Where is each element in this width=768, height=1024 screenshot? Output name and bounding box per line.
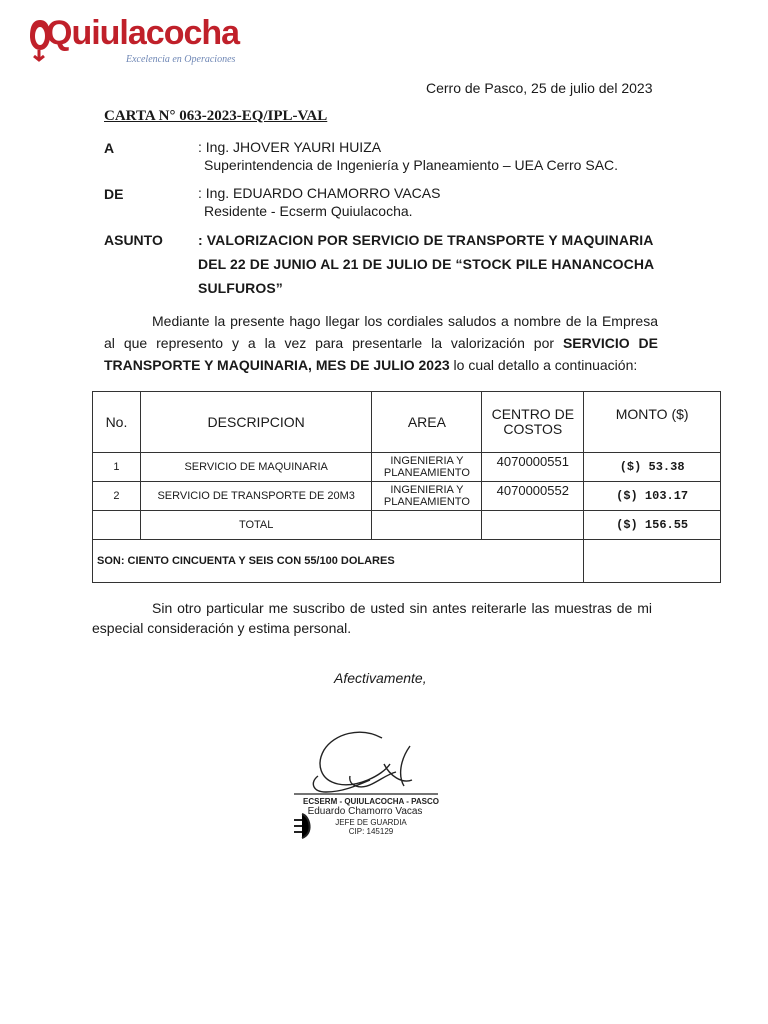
header-amount: MONTO ($) bbox=[584, 392, 721, 453]
table-row bbox=[93, 453, 721, 482]
row-number: 2 bbox=[93, 482, 141, 511]
logo-brand-text: Quiulacocha bbox=[46, 14, 240, 52]
table-row bbox=[93, 482, 721, 511]
row-description: SERVICIO DE MAQUINARIA bbox=[140, 453, 372, 482]
company-logo bbox=[28, 14, 248, 70]
intro-text-bold: SERVICIO DE TRANSPORTE Y MAQUINARIA, MES DE JULIO 2023 bbox=[104, 335, 658, 373]
sender-position: Residente - Ecserm Quiulacocha. bbox=[204, 203, 413, 219]
total-amount: ($) 156.55 bbox=[584, 511, 721, 540]
intro-paragraph bbox=[104, 310, 658, 376]
row-area: INGENIERIA Y PLANEAMIENTO bbox=[372, 453, 482, 482]
stamp-line-name: Eduardo Chamorro Vacas bbox=[307, 806, 423, 817]
header-cost-center: CENTRO DE COSTOS bbox=[482, 392, 584, 453]
subject-text: : VALORIZACION POR SERVICIO DE TRANSPORTE Y MAQUINARIA DEL 22 DE JUNIO AL 21 DE JULIO DE “STOCK PILE HANANCOCHA SULFUROS” bbox=[198, 232, 654, 296]
stamp-line-title: JEFE DE GUARDIA bbox=[335, 818, 407, 827]
subject-label: ASUNTO bbox=[104, 232, 163, 248]
total-empty-cell bbox=[93, 511, 141, 540]
table-total-row bbox=[93, 511, 721, 540]
letter-number: CARTA N° 063-2023-EQ/IPL-VAL bbox=[104, 108, 328, 124]
header-area: AREA bbox=[372, 392, 482, 453]
to-label: A bbox=[104, 140, 115, 156]
header-no: No. bbox=[93, 392, 141, 453]
logo-tagline: Excelencia en Operaciones bbox=[126, 54, 236, 65]
row-amount: ($) 53.38 bbox=[584, 453, 721, 482]
row-cost-center: 4070000552 bbox=[482, 482, 584, 511]
place-and-date: Cerro de Pasco, 25 de julio del 2023 bbox=[426, 80, 653, 96]
stamp-line-cip: CIP: 145129 bbox=[348, 827, 394, 836]
recipient-name: : Ing. JHOVER YAURI HUIZA bbox=[198, 139, 382, 155]
from-label: DE bbox=[104, 186, 124, 202]
row-area: INGENIERIA Y PLANEAMIENTO bbox=[372, 482, 482, 511]
row-description: SERVICIO DE TRANSPORTE DE 20M3 bbox=[140, 482, 372, 511]
stamp-line-company: ECSERM - QUIULACOCHA - PASCO bbox=[303, 797, 439, 806]
row-cost-center: 4070000551 bbox=[482, 453, 584, 482]
intro-text-part2: lo cual detallo a continuación: bbox=[449, 357, 638, 373]
intro-text-part1: Mediante la presente hago llegar los cordiales saludos a nombre de la Empresa al que represento y a la vez para presentarle la valorización por bbox=[104, 313, 658, 351]
sender-name: : Ing. EDUARDO CHAMORRO VACAS bbox=[198, 185, 441, 201]
amount-in-words: SON: CIENTO CINCUENTA Y SEIS CON 55/100 DOLARES bbox=[93, 540, 584, 583]
row-number: 1 bbox=[93, 453, 141, 482]
closing-salutation: Afectivamente, bbox=[334, 670, 427, 686]
total-empty-cell bbox=[482, 511, 584, 540]
closing-paragraph: Sin otro particular me suscribo de usted sin antes reiterarle las muestras de mi especial consideración y estima personal. bbox=[92, 600, 652, 636]
row-amount: ($) 103.17 bbox=[584, 482, 721, 511]
total-empty-cell bbox=[372, 511, 482, 540]
recipient-position: Superintendencia de Ingeniería y Planeamiento – UEA Cerro SAC. bbox=[204, 157, 619, 173]
amount-in-words-row bbox=[93, 540, 721, 583]
total-label: TOTAL bbox=[140, 511, 372, 540]
header-description: DESCRIPCION bbox=[140, 392, 372, 453]
valuation-table bbox=[92, 391, 721, 583]
table-header-row bbox=[93, 392, 721, 453]
amount-in-words-empty-cell bbox=[584, 540, 721, 583]
